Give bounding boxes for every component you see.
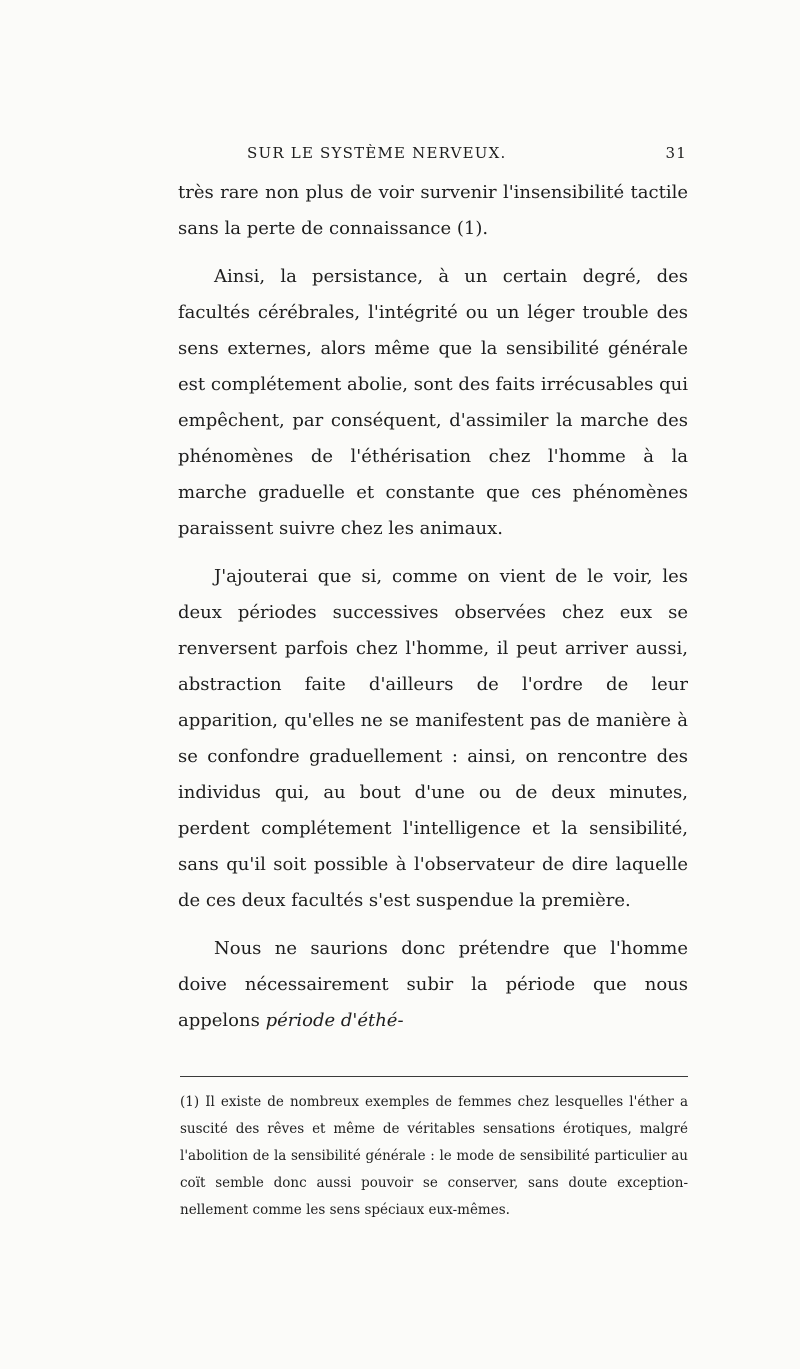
paragraph-last	[178, 931, 688, 1039]
page-number: 31	[665, 144, 687, 162]
main-text	[178, 175, 688, 1039]
footnote-divider	[180, 1076, 688, 1077]
paragraph: J'ajouterai que si, comme on vient de le voir, les deux périodes successives observées chez eux se renversent parfois chez l'homme, il peut arriver aussi, abstraction faite d'ailleurs de l'ordre de leur apparition, qu'elles ne se manifestent pas de manière à se confondre graduellement : ainsi, on rencontre des individus qui, au bout d'une ou de deux minutes, perdent complétement l'intelligence et la sensibilité, sans qu'il soit possible à l'observateur de dire laquelle de ces deux facultés s'est suspendue la première.	[178, 566, 688, 911]
footnote	[180, 1089, 688, 1224]
paragraph-continued: très rare non plus de voir survenir l'insensibilité tactile sans la perte de connaissance (1).	[178, 182, 688, 239]
paragraph: Ainsi, la persistance, à un certain degré, des facultés cérébrales, l'intégrité ou un léger trouble des sens externes, alors même que la sensibilité générale est complétement abolie, sont des faits irrécusables qui empêchent, par conséquent, d'assimiler la marche des phénomènes de l'éthérisation chez l'homme à la marche graduelle et constante que ces phénomènes paraissent suivre chez les animaux.	[178, 266, 688, 539]
paragraph-last-text: Nous ne saurions donc prétendre que l'homme doive nécessairement subir la période que nous appelons	[178, 938, 688, 1031]
italic-term: période d'éthé-	[265, 1010, 404, 1031]
running-title: SUR LE SYSTÈME NERVEUX.	[247, 144, 507, 162]
footnote-text: (1) Il existe de nombreux exemples de femmes chez lesquelles l'éther a suscité des rêves et même de véritables sensations érotiques, malgré l'abolition de la sensibilité générale : le mode de sensibilité particulier au coït semble donc aussi pouvoir se conserver, sans doute exceptionnellement comme les sens spéciaux eux-mêmes.	[180, 1094, 688, 1218]
